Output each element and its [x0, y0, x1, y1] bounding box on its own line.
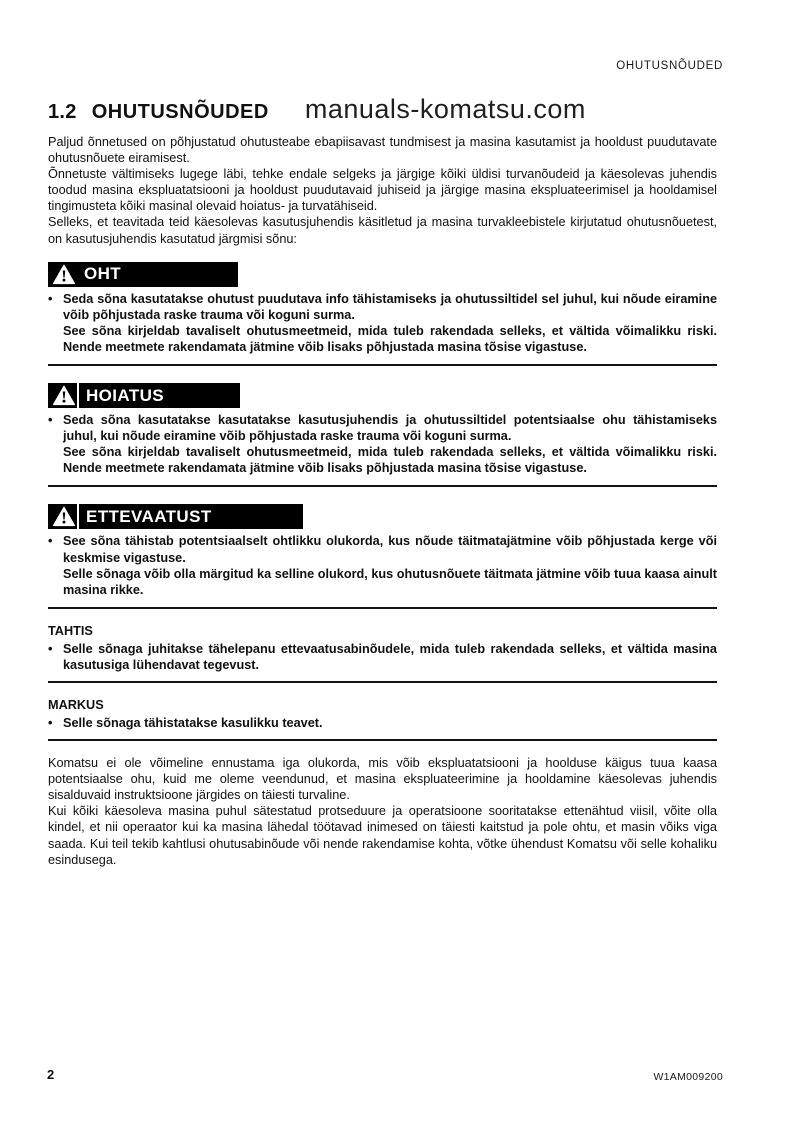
closing-block [48, 755, 717, 868]
section-divider [48, 681, 717, 683]
intro-paragraph: Selleks, et teavitada teid käesolevas kasutusjuhendis käsitletud ja masina turvakleebistele kirjutatud ohutusnõuetest, on kasutusjuhendis kasutatud järgmisi sõnu: [48, 215, 717, 246]
danger-label: OHT [84, 264, 122, 284]
remark-bullet [48, 715, 717, 731]
intro-paragraph: Õnnetuste vältimiseks lugege läbi, tehke endale selgeks ja järgige kõiki üldisi turvanõudeid ja käesolevas juhendis toodud masina ekspluatatsiooni ja hooldust puudutavaid juhiseid ja järgige masina ekspluateerimisel ja hooldamisel tingimusteta kõiki masinal olevaid hoiatus- ja turvatähiseid. [48, 167, 717, 214]
caution-label: ETTEVAATUST [86, 506, 212, 526]
important-heading: TAHTIS [48, 623, 93, 638]
footer-page-number: 2 [47, 1067, 55, 1082]
page-title [48, 94, 723, 125]
warning-triangle-icon [51, 262, 77, 287]
warning-note-text: See sõna kirjeldab tavaliselt ohutusmeetmeid, mida tuleb rakendada selleks, et vältida võimalikku riski. Nende meetmete rakendamata jätmine võib lisaks põhjustada masina tõsise vigastuse. [63, 445, 717, 476]
danger-bullet [48, 291, 717, 355]
intro-paragraph: Paljud õnnetused on põhjustatud ohutusteabe ebapiisavast tundmisest ja masina kasutamist ja hooldust puudutavate ohutusnõuete eiramisest. [48, 135, 717, 166]
warning-bullet [48, 412, 717, 476]
important-section [48, 623, 717, 683]
page-body [48, 134, 717, 868]
closing-paragraph: Kui kõiki käesoleva masina puhul sätestatud protseduure ja operatsioone sooritatakse ettenähtud viisil, võite olla kindel, et nii operaator kui ka masina lähedal töötavad inimesed on täiesti kaitstud ja pole ohtu, et masin võiks viga saada. Kui teil tekib kahtlusi ohutusabinõude või nende rakendamise kohta, võtke ühendust Komatsu või selle kohaliku esindusega. [48, 804, 717, 867]
bullet-marker: • [48, 534, 53, 549]
caution-bullet-text: See sõna tähistab potentsiaalselt ohtlikku olukorda, kus nõude täitmatajätmine võib põhjustada kerge või keskmise vigastuse. [63, 534, 717, 565]
important-bullet-text: Selle sõnaga juhitakse tähelepanu ettevaatusabinõudele, mida tuleb rakendada selleks, et vältida masina kasutusiga lühendavat tegevust. [63, 641, 717, 672]
bullet-marker: • [48, 715, 53, 730]
footer-doc-code: W1AM009200 [653, 1071, 723, 1083]
danger-note-text: See sõna kirjeldab tavaliselt ohutusmeetmeid, mida tuleb rakendada selleks, et vältida võimalikku riski. Nende meetmete rakendamata jätmine võib lisaks põhjustada masina tõsise vigastuse. [63, 323, 717, 354]
bullet-marker: • [48, 291, 53, 306]
caution-bullet [48, 533, 717, 597]
section-number: 1.2 [48, 101, 77, 123]
warning-triangle-icon [51, 504, 79, 529]
danger-bullet-text: Seda sõna kasutatakse ohutust puudutava info tähistamiseks ja ohutussiltidel sel juhul, kui nõude eiramine võib põhjustada raske trauma või koguni surma. [63, 291, 717, 322]
section-divider [48, 485, 717, 487]
remark-heading: MARKUS [48, 697, 104, 712]
warning-triangle-icon [51, 383, 79, 408]
closing-paragraph: Komatsu ei ole võimeline ennustama iga olukorda, mis võib ekspluatatsiooni ja hoolduse käigus tuua kaasa potentsiaalse ohu, kuid me oleme veendunud, et masina ekspluateerimine ja hooldamine käesolevas juhendis sisalduvaid instruktsioone järgides on täiesti turvaline. [48, 756, 717, 803]
section-divider [48, 739, 717, 741]
bullet-marker: • [48, 413, 53, 428]
warning-label: HOIATUS [86, 385, 165, 405]
caution-note-text: Selle sõnaga võib olla märgitud ka selline olukord, kus ohutusnõuete täitmata jätmine võib tuua kaasa ainult masina rikke. [63, 566, 717, 597]
danger-banner [48, 262, 238, 287]
section-title: OHUTUSNÕUDED [91, 101, 269, 123]
warning-bullet-text: Seda sõna kasutatakse kasutatakse kasutusjuhendis ja ohutussiltidel potentsiaalse ohu tähistamiseks juhul, kui nõude eiramine võib põhjustada raske trauma või koguni surma. [63, 413, 717, 444]
important-bullet [48, 641, 717, 673]
section-divider [48, 364, 717, 366]
remark-bullet-text: Selle sõnaga tähistatakse kasulikku teavet. [63, 715, 323, 730]
warning-banner [48, 383, 240, 408]
section-divider [48, 607, 717, 609]
watermark-text: manuals-komatsu.com [304, 94, 586, 124]
bullet-marker: • [48, 641, 53, 656]
remark-section [48, 697, 717, 741]
caution-banner [48, 504, 303, 529]
running-header: OHUTUSNÕUDED [616, 60, 723, 72]
